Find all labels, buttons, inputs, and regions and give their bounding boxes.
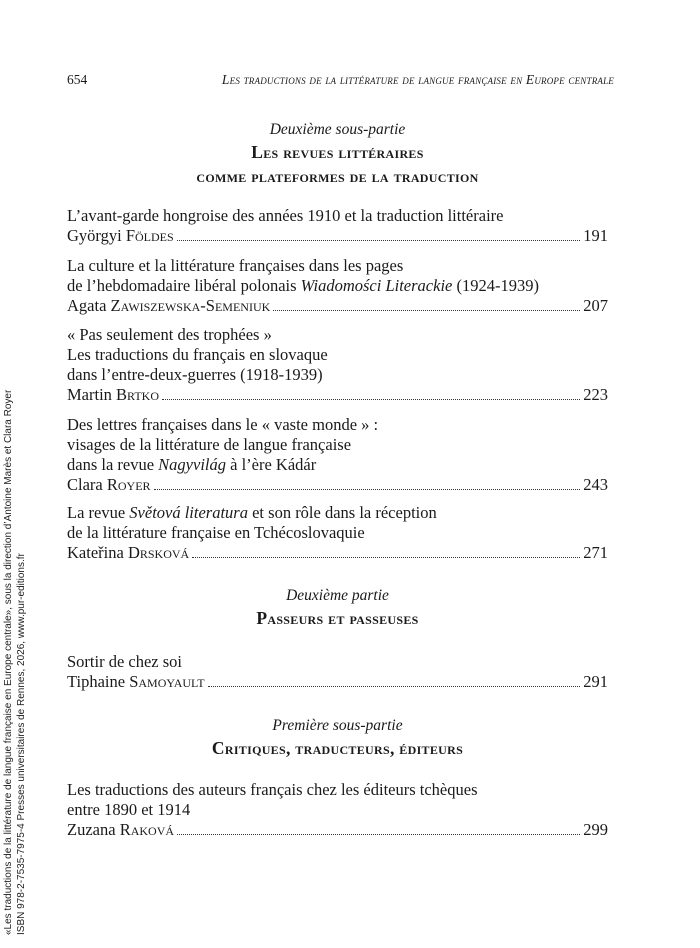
section-title: comme plateformes de la traduction	[196, 166, 479, 186]
toc-entry[interactable]	[67, 503, 608, 563]
section-heading	[67, 716, 608, 760]
section-title: Passeurs et passeuses	[256, 608, 419, 628]
author-last-name: Drsková	[127, 543, 190, 562]
entry-page: 191	[583, 226, 608, 245]
entry-author	[67, 226, 174, 246]
entry-author-line	[67, 226, 608, 246]
author-first-name: Zuzana	[67, 820, 116, 839]
entry-title: Les traductions du français en slovaque	[67, 345, 328, 364]
dot-leader	[154, 488, 581, 490]
author-last-name: Royer	[106, 475, 151, 494]
author-first-name: Tiphaine	[67, 672, 126, 691]
entry-title-part: dans la revue	[67, 455, 159, 474]
dot-leader	[162, 398, 580, 400]
journal-name: Nagyvilág	[158, 455, 226, 474]
section-title: Les revues littéraires	[251, 142, 424, 162]
page-number: 654	[67, 72, 88, 87]
dot-leader	[208, 685, 581, 687]
entry-author	[67, 296, 270, 316]
side-note-line: ISBN 978-2-7535-7975-4 Presses universitaires de Rennes, 2026, www.pur-editions.fr	[16, 553, 27, 935]
toc-entry[interactable]	[67, 652, 608, 692]
entry-title: dans l’entre-deux-guerres (1918-1939)	[67, 365, 323, 384]
dot-leader	[192, 556, 580, 558]
entry-page: 271	[583, 543, 608, 562]
entry-author	[67, 385, 159, 405]
toc-entry[interactable]	[67, 206, 608, 246]
copyright-side-note	[2, 389, 28, 935]
entry-author	[67, 475, 151, 495]
entry-title-part: de l’hebdomadaire libéral polonais	[67, 276, 301, 295]
side-note-line: «Les traductions de la littérature de langue française en Europe centrale», sous la direction d’Antoine Marès et Clara Royer	[3, 389, 14, 935]
entry-author-line	[67, 543, 608, 563]
entry-author	[67, 672, 205, 692]
author-first-name: Györgyi	[67, 226, 122, 245]
entry-page: 299	[583, 820, 608, 839]
dot-leader	[177, 239, 581, 241]
entry-author	[67, 543, 189, 563]
section-label: Deuxième sous-partie	[269, 121, 406, 138]
toc-entry[interactable]	[67, 256, 608, 316]
entry-author-line	[67, 385, 608, 405]
entry-title: visages de la littérature de langue française	[67, 435, 352, 454]
author-last-name: Raková	[119, 820, 175, 839]
entry-title: « Pas seulement des trophées »	[67, 325, 272, 344]
journal-name: Wiadomości Literackie	[300, 276, 453, 295]
entry-page: 223	[583, 385, 608, 404]
entry-author-line	[67, 820, 608, 840]
toc-entry[interactable]	[67, 415, 608, 495]
entry-title: de la littérature française en Tchécoslovaquie	[67, 523, 365, 542]
entry-title: Les traductions des auteurs français chez les éditeurs tchèques	[67, 780, 478, 799]
entry-page: 207	[583, 296, 608, 315]
entry-title	[67, 503, 608, 523]
author-first-name: Clara	[67, 475, 103, 494]
section-label: Première sous-partie	[272, 717, 403, 734]
section-heading	[67, 120, 608, 188]
running-head	[67, 72, 614, 92]
section-title: Critiques, traducteurs, éditeurs	[211, 738, 464, 758]
journal-name: Světová literatura	[129, 503, 248, 522]
dot-leader	[273, 309, 580, 311]
running-title: Les traductions de la littérature de langue française en Europe centrale	[221, 72, 614, 87]
entry-title: Des lettres françaises dans le « vaste monde » :	[67, 415, 379, 434]
dot-leader	[177, 833, 580, 835]
entry-author-line	[67, 672, 608, 692]
section-label: Deuxième partie	[286, 587, 389, 604]
entry-title: Sortir de chez soi	[67, 652, 183, 671]
entry-page: 291	[583, 672, 608, 691]
entry-title: L’avant-garde hongroise des années 1910 et la traduction littéraire	[67, 206, 504, 225]
entry-title: La culture et la littérature françaises dans les pages	[67, 256, 404, 275]
author-first-name: Martin	[67, 385, 112, 404]
author-last-name: Samoyault	[129, 672, 205, 691]
entry-author	[67, 820, 174, 840]
entry-title-part: à l’ère Kádár	[226, 455, 317, 474]
entry-title	[67, 276, 608, 296]
entry-title: entre 1890 et 1914	[67, 800, 191, 819]
entry-author-line	[67, 475, 608, 495]
author-last-name: Zawiszewska-Semeniuk	[110, 296, 271, 315]
author-first-name: Kateřina	[67, 543, 124, 562]
toc-entry[interactable]	[67, 780, 608, 840]
section-heading	[67, 586, 608, 630]
entry-title	[67, 455, 608, 475]
author-last-name: Brtko	[116, 385, 159, 404]
author-first-name: Agata	[67, 296, 107, 315]
entry-page: 243	[583, 475, 608, 494]
author-last-name: Földes	[125, 226, 174, 245]
entry-author-line	[67, 296, 608, 316]
entry-title-part: La revue	[67, 503, 130, 522]
entry-title-part: et son rôle dans la réception	[247, 503, 437, 522]
entry-title-part: (1924-1939)	[452, 276, 539, 295]
toc-entry[interactable]	[67, 325, 608, 405]
